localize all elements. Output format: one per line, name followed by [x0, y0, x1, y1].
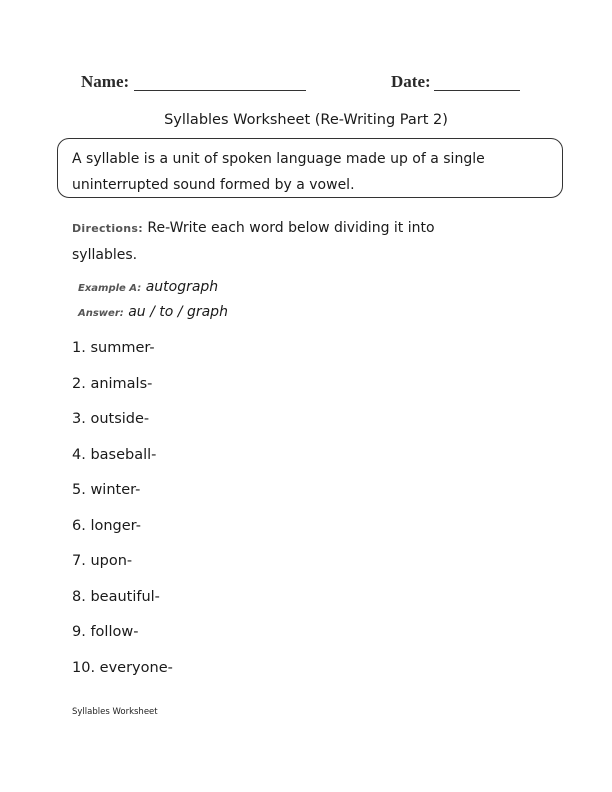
name-blank-line [134, 90, 306, 91]
page-title: Syllables Worksheet (Re-Writing Part 2) [164, 112, 448, 128]
list-item: 10. everyone- [72, 659, 173, 676]
definition-line-2: uninterrupted sound formed by a vowel. [72, 177, 355, 193]
definition-box [57, 138, 563, 198]
list-item: 6. longer- [72, 517, 141, 534]
worksheet-header [0, 70, 612, 94]
list-item: 3. outside- [72, 411, 150, 427]
list-item: 7. upon- [72, 553, 133, 569]
name-label: Name: [81, 72, 130, 91]
list-item: 5. winter- [72, 482, 141, 498]
list-item: 4. baseball- [72, 446, 157, 463]
example-label: Example A: [78, 283, 142, 294]
answer-label: Answer: [78, 308, 124, 319]
example-row [78, 279, 218, 295]
list-item: 8. beautiful- [72, 588, 160, 605]
example-word: autograph [145, 279, 219, 295]
directions-label: Directions: [72, 222, 143, 235]
date-label: Date: [391, 72, 431, 91]
directions [72, 215, 492, 268]
date-blank-line [434, 90, 520, 91]
list-item: 2. animals- [72, 375, 153, 392]
list-item: 9. follow- [72, 624, 139, 640]
answer-text: au / to / graph [128, 304, 228, 320]
definition-line-1: A syllable is a unit of spoken language made up of a single [72, 151, 485, 167]
directions-text: Re-Write each word below dividing it into syllables. [72, 220, 435, 263]
list-item: 1. summer- [72, 340, 155, 356]
word-list [72, 338, 173, 693]
page-footer: Syllables Worksheet [72, 707, 158, 717]
answer-row [78, 304, 228, 320]
